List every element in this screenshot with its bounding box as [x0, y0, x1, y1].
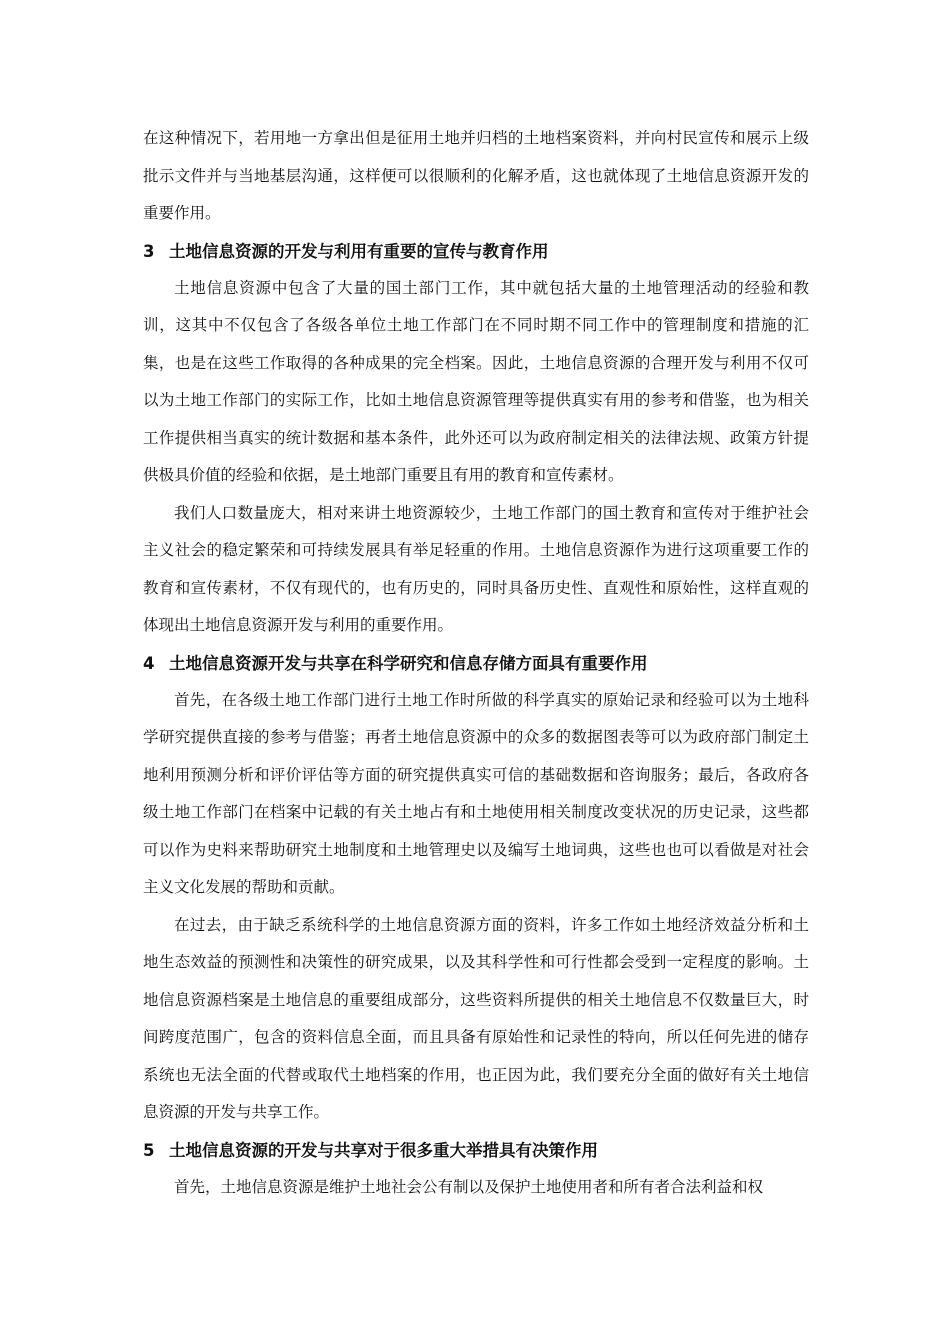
section-heading-4 [143, 645, 809, 682]
section-title: 土地信息资源的开发与共享对于很多重大举措具有决策作用 [169, 1140, 598, 1160]
document-body [143, 120, 809, 1206]
section-title: 土地信息资源开发与共享在科学研究和信息存储方面具有重要作用 [169, 653, 648, 673]
paragraph: 在过去，由于缺乏系统科学的土地信息资源方面的资料，许多工作如土地经济效益分析和土地生态效益的预测性和决策性的研究成果，以及其科学性和可行性都会受到一定程度的影响。土地信息资源档案是土地信息的重要组成部分，这些资料所提供的相关土地信息不仅数量巨大，时间跨度范围广，包含的资料信息全面，而且具备有原始性和记录性的特向，所以任何先进的储存系统也无法全面的代替或取代土地档案的作用，也正因为此，我们要充分全面的做好有关土地信息资源的开发与共享工作。 [143, 915, 809, 1121]
paragraph: 首先，在各级土地工作部门进行土地工作时所做的科学真实的原始记录和经验可以为土地科学研究提供直接的参考与借鉴；再者土地信息资源中的众多的数据图表等可以为政府部门制定土地利用预测分析和评价评估等方面的研究提供真实可信的基础数据和咨询服务；最后，各政府各级土地工作部门在档案中记载的有关土地占有和土地使用相关制度改变状况的历史记录，这些都可以作为史料来帮助研究土地制度和土地管理史以及编写土地词典，这些也也可以看做是对社会主义文化发展的帮助和贡献。 [143, 690, 809, 896]
section-heading-3 [143, 233, 809, 270]
paragraph: 我们人口数量庞大，相对来讲土地资源较少，土地工作部门的国土教育和宣传对于维护社会主义社会的稳定繁荣和可持续发展具有举足轻重的作用。土地信息资源作为进行这项重要工作的教育和宣传素材，不仅有现代的，也有历史的，同时具备历史性、直观性和原始性，这样直观的体现出土地信息资源开发与利用的重要作用。 [143, 503, 809, 634]
section-number: 3 [143, 241, 155, 261]
section-number: 5 [143, 1140, 155, 1160]
section-title: 土地信息资源的开发与利用有重要的宣传与教育作用 [169, 241, 549, 261]
section-heading-5 [143, 1132, 809, 1169]
paragraph: 首先，土地信息资源是维护土地社会公有制以及保护土地使用者和所有者合法利益和权 [174, 1177, 764, 1196]
paragraph: 在这种情况下，若用地一方拿出但是征用土地并归档的土地档案资料，并向村民宣传和展示上级批示文件并与当地基层沟通，这样便可以很顺利的化解矛盾，这也就体现了土地信息资源开发的重要作用。 [143, 129, 809, 222]
section-number: 4 [143, 653, 155, 673]
paragraph: 土地信息资源中包含了大量的国土部门工作，其中就包括大量的土地管理活动的经验和教训，这其中不仅包含了各级各单位土地工作部门在不同时期不同工作中的管理制度和措施的汇集，也是在这些工作取得的各种成果的完全档案。因此，土地信息资源的合理开发与利用不仅可以为土地工作部门的实际工作，比如土地信息资源管理等提供真实有用的参考和借鉴，也为相关工作提供相当真实的统计数据和基本条件，此外还可以为政府制定相关的法律法规、政策方针提供极具价值的经验和依据，是土地部门重要且有用的教育和宣传素材。 [143, 278, 809, 484]
